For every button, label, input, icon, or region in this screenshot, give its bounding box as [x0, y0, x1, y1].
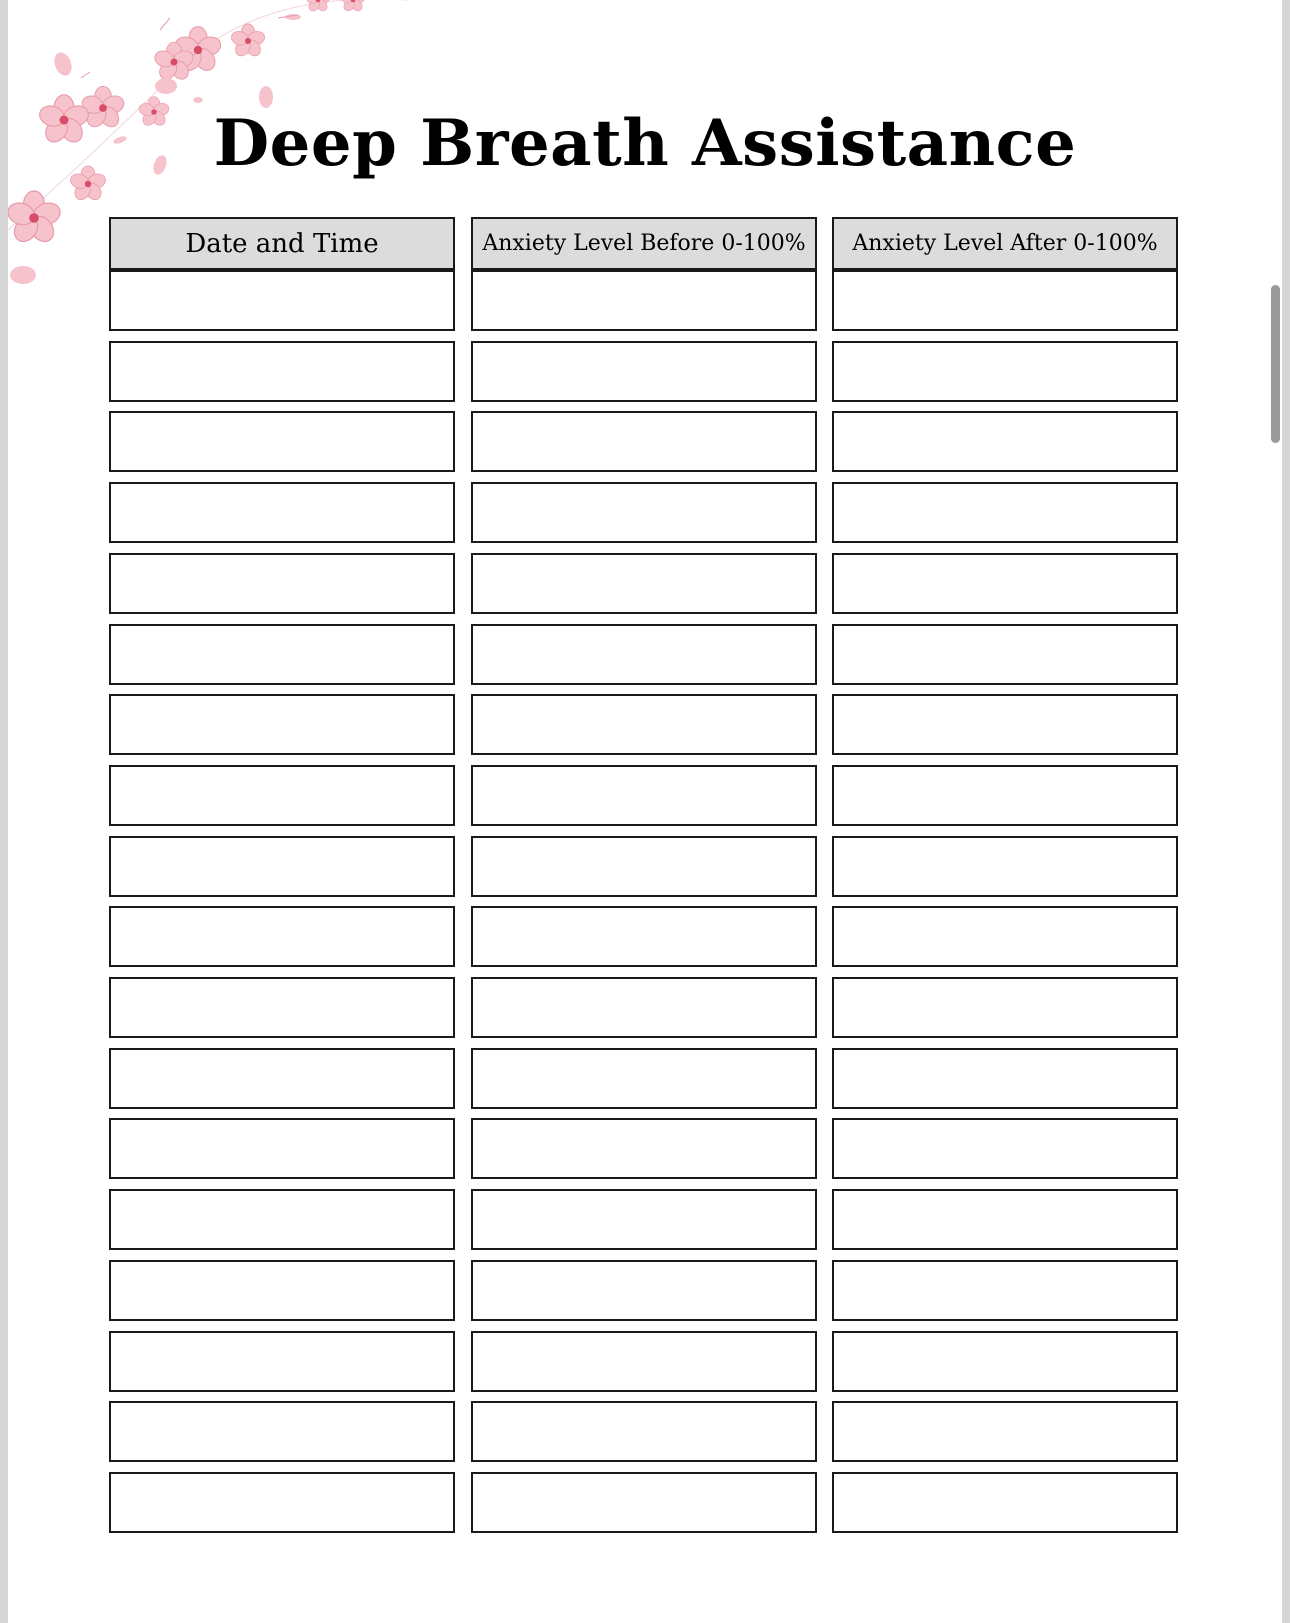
anxiety-before-cell[interactable] — [471, 1048, 817, 1109]
anxiety-after-cell[interactable] — [832, 1331, 1178, 1392]
date-time-cell[interactable] — [109, 1401, 455, 1462]
anxiety-after-cell[interactable] — [832, 1401, 1178, 1462]
date-time-cell[interactable] — [109, 553, 455, 614]
anxiety-after-cell[interactable] — [832, 977, 1178, 1038]
anxiety-after-cell[interactable] — [832, 694, 1178, 755]
anxiety-before-cell[interactable] — [471, 1118, 817, 1179]
anxiety-before-cell[interactable] — [471, 270, 817, 331]
anxiety-before-cell[interactable] — [471, 906, 817, 967]
anxiety-before-cell[interactable] — [471, 765, 817, 826]
date-time-cell[interactable] — [109, 977, 455, 1038]
anxiety-before-cell[interactable] — [471, 694, 817, 755]
anxiety-before-cell[interactable] — [471, 1331, 817, 1392]
anxiety-before-cell[interactable] — [471, 1401, 817, 1462]
anxiety-after-cell[interactable] — [832, 1260, 1178, 1321]
date-time-cell[interactable] — [109, 411, 455, 472]
date-time-cell[interactable] — [109, 270, 455, 331]
date-time-cell[interactable] — [109, 1260, 455, 1321]
anxiety-after-cell[interactable] — [832, 624, 1178, 685]
date-time-cell[interactable] — [109, 1472, 455, 1533]
anxiety-after-cell[interactable] — [832, 1472, 1178, 1533]
anxiety-before-cell[interactable] — [471, 482, 817, 543]
page-title: Deep Breath Assistance — [213, 106, 1077, 181]
date-time-cell[interactable] — [109, 1189, 455, 1250]
anxiety-before-cell[interactable] — [471, 1189, 817, 1250]
date-time-cell[interactable] — [109, 836, 455, 897]
anxiety-before-cell[interactable] — [471, 977, 817, 1038]
anxiety-before-cell[interactable] — [471, 341, 817, 402]
header-date-time: Date and Time — [109, 217, 455, 270]
date-time-cell[interactable] — [109, 765, 455, 826]
anxiety-after-cell[interactable] — [832, 836, 1178, 897]
anxiety-after-cell[interactable] — [832, 765, 1178, 826]
anxiety-before-cell[interactable] — [471, 836, 817, 897]
anxiety-before-cell[interactable] — [471, 1472, 817, 1533]
date-time-cell[interactable] — [109, 694, 455, 755]
vertical-scrollbar[interactable] — [1271, 285, 1280, 443]
anxiety-after-cell[interactable] — [832, 906, 1178, 967]
anxiety-after-cell[interactable] — [832, 1048, 1178, 1109]
anxiety-after-cell[interactable] — [832, 1118, 1178, 1179]
worksheet-page — [8, 0, 1282, 1623]
date-time-cell[interactable] — [109, 624, 455, 685]
header-anxiety-before: Anxiety Level Before 0-100% — [471, 217, 817, 270]
anxiety-after-cell[interactable] — [832, 553, 1178, 614]
anxiety-after-cell[interactable] — [832, 341, 1178, 402]
anxiety-after-cell[interactable] — [832, 482, 1178, 543]
anxiety-before-cell[interactable] — [471, 411, 817, 472]
anxiety-after-cell[interactable] — [832, 411, 1178, 472]
anxiety-before-cell[interactable] — [471, 553, 817, 614]
date-time-cell[interactable] — [109, 906, 455, 967]
header-anxiety-after: Anxiety Level After 0-100% — [832, 217, 1178, 270]
date-time-cell[interactable] — [109, 482, 455, 543]
date-time-cell[interactable] — [109, 341, 455, 402]
date-time-cell[interactable] — [109, 1118, 455, 1179]
anxiety-before-cell[interactable] — [471, 1260, 817, 1321]
anxiety-before-cell[interactable] — [471, 624, 817, 685]
date-time-cell[interactable] — [109, 1331, 455, 1392]
date-time-cell[interactable] — [109, 1048, 455, 1109]
anxiety-after-cell[interactable] — [832, 1189, 1178, 1250]
anxiety-after-cell[interactable] — [832, 270, 1178, 331]
